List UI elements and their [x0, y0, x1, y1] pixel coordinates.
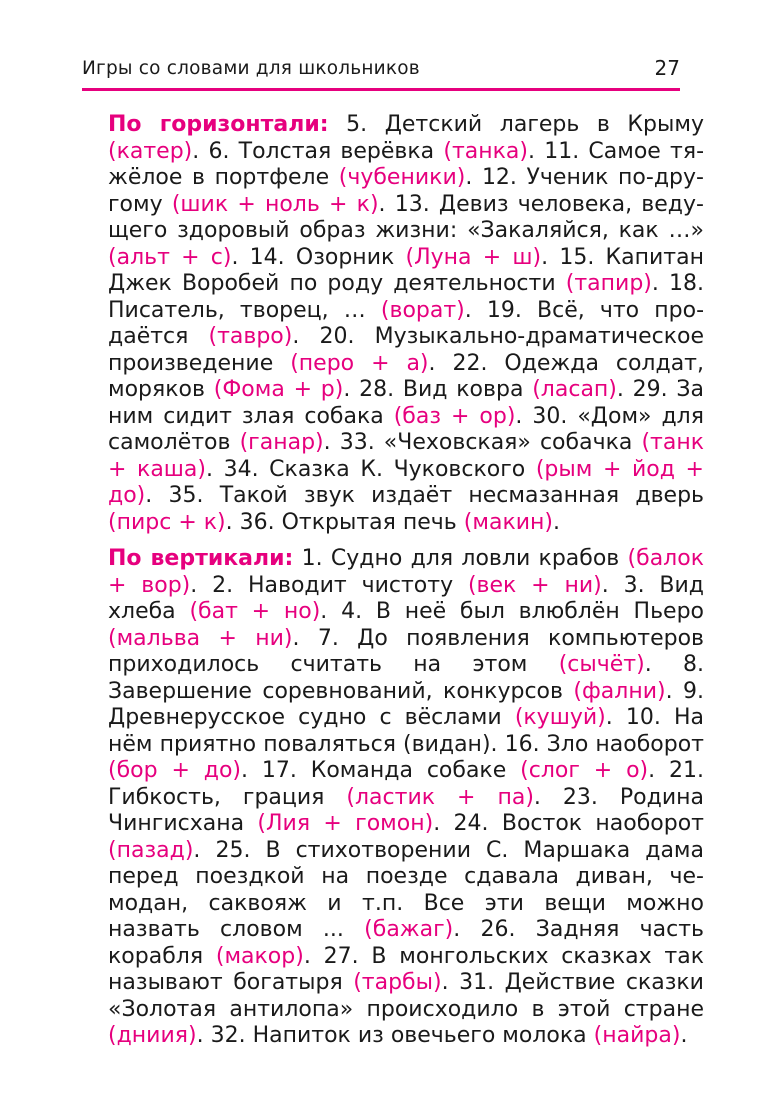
- clue-text: 12. Ученик по-другому: [108, 165, 704, 217]
- clue-answer: (дниия): [108, 1023, 197, 1048]
- clue-answer: (Лия + гомон): [257, 811, 434, 836]
- clue-text: 13. Девиз человека, ведущего здоровый образ жизни: «Закаляйся, как …»: [108, 191, 704, 243]
- running-header: [82, 56, 680, 86]
- clue-answer: (альт + с): [108, 244, 232, 270]
- clue-text: 35. Такой звук издаёт несмазанная дверь: [168, 483, 704, 508]
- clue-answer: (макор): [215, 943, 304, 969]
- clue-text: 20. Музыкально-драматическое произведение: [108, 324, 704, 376]
- vertical-clues: По вертикали: 1. Судно для ловли крабов (балок + вор). 2. Наводит чистоту (век + ни). 3. Вид хлеба (бат + но). 4. В неё был влюблён Пьеро (мальва + ни). 7. До появления компьютеров приходилось считать на этом (сычёт). 8. Завершение соревнований, конкурсов (фални). 9. Древнерусское судно с вёслами (кушуй). 10. На нём приятно поваляться (видан). 16. Зло наоборот (бор + до). 17. Команда собаке (слог + о). 21. Гибкость, грация (ластик + па). 23. Родина Чингисхана (Лия + гомон). 24. Восток наоборот (пазад). 25. В стихотворении С. Маршака дама перед поездкой на поезде сдавала диван, чемодан, саквояж и т.п. Все эти вещи можно назвать словом ... (бажаг). 26. Задняя часть корабля (макор). 27. В монгольских сказках так называют богатыря (тарбы). 31. Действие сказки «Золотая антилопа» происходило в этой стране (дниия). 32. Напиток из овечьего молока (найра).: [108, 546, 705, 1048]
- clue-answer: (Луна + ш): [405, 244, 542, 270]
- clue-text: 5. Детский лагерь в Крыму: [346, 112, 705, 137]
- clue-text: 9. Древнерусское судно с вёслами: [108, 678, 705, 730]
- clue-answer: (баз + ор): [393, 403, 516, 429]
- clue-answer: (шик + ноль + к): [171, 191, 379, 217]
- clue-text: 14. Озорник: [249, 244, 395, 270]
- clue-text: 4. В неё был влюблён Пьеро: [341, 599, 705, 624]
- clue-answer: (мальва + ни): [108, 625, 293, 651]
- clue-answer: (бажаг): [364, 917, 454, 942]
- clue-answer: (танка): [443, 138, 528, 164]
- clue-text: 27. В монгольских сказках так называют богатыря: [108, 943, 704, 995]
- clue-text: 22. Одежда солдат, моряков: [108, 350, 704, 402]
- clue-text: 3. Вид хлеба: [108, 572, 705, 624]
- clue-answer: (ластик + па): [346, 784, 534, 810]
- clue-answer: (чубеники): [338, 165, 466, 190]
- clue-text: 36. Открытая печь: [239, 509, 457, 535]
- clue-answer: (ласап): [532, 377, 617, 402]
- clue-text: 2. Наводит чистоту: [212, 572, 454, 598]
- clue-text: 28. Вид ковра: [359, 377, 524, 402]
- clue-text: 19. Всё, что продаётся: [108, 297, 705, 349]
- clue-text: 16. Зло наоборот: [504, 731, 704, 757]
- clue-text: 21. Гибкость, грация: [108, 758, 704, 810]
- clue-answer: (тарбы): [353, 970, 442, 995]
- clue-text: 7. До появления компьютеров приходилось считать на этом: [108, 625, 704, 677]
- clue-answer: (балок + вор): [108, 546, 704, 598]
- clue-text: 24. Восток наоборот: [453, 811, 704, 836]
- clue-text: 25. В стихотворении С. Маршака дама перед поездкой на поезде сдавала диван, чемодан, саквояж и т.п. Все эти вещи можно назвать словом ...: [108, 837, 704, 942]
- clue-answer: (пазад): [108, 837, 194, 863]
- horizontal-heading: По горизонтали:: [108, 112, 329, 137]
- clue-answer: (тапир): [565, 271, 652, 296]
- clue-answer: (ганар): [239, 430, 324, 455]
- book-title: Игры со словами для школьников: [82, 58, 420, 79]
- page-number: 27: [654, 56, 680, 80]
- clue-answer: (рым + йод + до): [108, 456, 704, 508]
- clue-answer: (век + ни): [467, 572, 602, 598]
- header-divider: [82, 88, 680, 91]
- clue-answer: (бор + до): [108, 758, 241, 783]
- clue-answer: (сычёт): [558, 652, 645, 677]
- clue-answer: (бат + но): [189, 599, 321, 624]
- clue-text: 17. Команда собаке: [261, 758, 507, 783]
- clue-text: 32. Напиток из овечьего молока: [210, 1023, 587, 1048]
- clue-text: 26. Задняя часть корабля: [108, 917, 704, 969]
- clue-answer: (кушуй): [514, 705, 606, 730]
- clue-answer: (слог + о): [520, 758, 649, 783]
- clue-answer: (катер): [108, 138, 193, 164]
- clue-answer: (макин): [463, 509, 553, 535]
- clue-answer: (найра): [593, 1023, 681, 1048]
- clue-text: 34. Сказка К. Чуковского: [223, 456, 526, 482]
- clue-text: 18. Писатель, творец, …: [108, 271, 705, 323]
- clue-text: 30. «Дом» для самолётов: [108, 403, 704, 455]
- clue-answer: (тавро): [208, 324, 293, 349]
- clue-text: 15. Капитан Джек Воробей по роду деятельности: [108, 244, 704, 296]
- clue-text: 31. Действие сказки «Золотая антилопа» происходило в этой стране: [108, 970, 704, 1022]
- clue-text: 23. Родина Чингисхана: [108, 784, 704, 836]
- clue-text: 10. На нём приятно поваляться (видан).: [108, 705, 704, 757]
- clue-answer: (танк + каша): [108, 430, 704, 482]
- clue-answer: (фални): [573, 678, 666, 704]
- clue-answer: (перо + а): [290, 350, 429, 376]
- clue-text: 8. Завершение соревнований, конкурсов: [108, 652, 705, 704]
- clue-text: 33. «Чеховская» собачка: [339, 430, 633, 455]
- clue-answer: (ворат): [380, 297, 465, 323]
- horizontal-clues: По горизонтали: 5. Детский лагерь в Крыму (катер). 6. Толстая верёвка (танка). 11. Самое тяжёлое в портфеле (чубеники). 12. Ученик по-другому (шик + ноль + к). 13. Девиз человека, ведущего здоровый образ жизни: «Закаляйся, как …» (альт + с). 14. Озорник (Луна + ш). 15. Капитан Джек Воробей по роду деятельности (тапир). 18. Писатель, творец, … (ворат). 19. Всё, что продаётся (тавро). 20. Музыкально-драматическое произведение (перо + а). 22. Одежда солдат, моряков (Фома + р). 28. Вид ковра (ласап). 29. За ним сидит злая собака (баз + ор). 30. «Дом» для самолётов (ганар). 33. «Чеховская» собачка (танк + каша). 34. Сказка К. Чуковского (рым + йод + до). 35. Такой звук издаёт несмазанная дверь (пирс + к). 36. Открытая печь (макин).: [108, 112, 705, 535]
- clue-text: 1. Судно для ловли крабов: [301, 546, 620, 571]
- clue-answer: (Фома + р): [213, 377, 344, 402]
- clue-text: 6. Толстая верёвка: [208, 138, 435, 164]
- clue-answer: (пирс + к): [108, 509, 226, 535]
- vertical-heading: По вертикали:: [108, 546, 294, 571]
- clue-text: 29. За ним сидит злая собака: [108, 377, 705, 429]
- clue-text: 11. Самое тяжёлое в портфеле: [108, 138, 705, 190]
